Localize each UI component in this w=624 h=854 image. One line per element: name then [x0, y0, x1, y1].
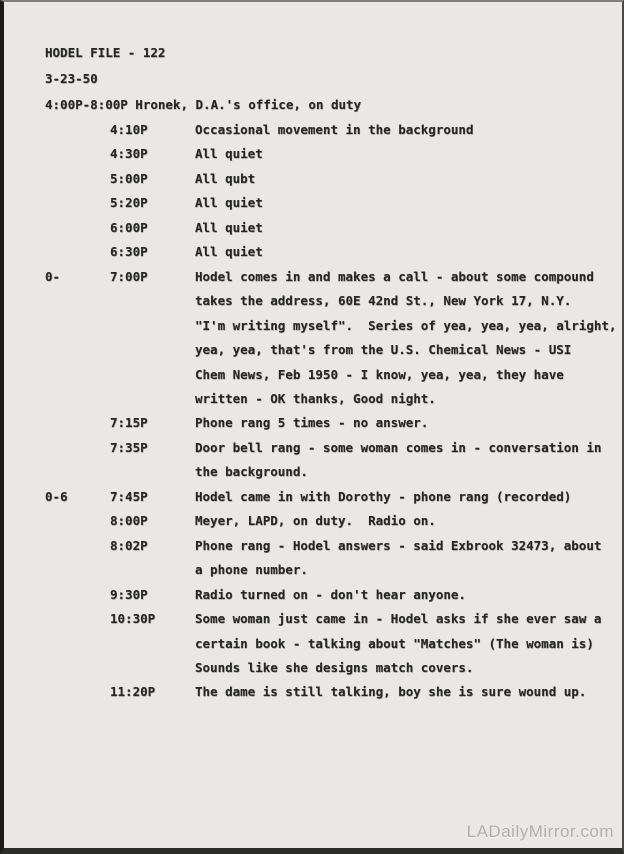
- entry-description: [195, 509, 612, 533]
- file-title: HODEL FILE - 122: [45, 45, 166, 60]
- entry-line: All quiet: [195, 244, 263, 260]
- entry-time: 7:45P: [110, 488, 148, 504]
- log-entry: [45, 534, 612, 583]
- entry-time: 6:00P: [110, 219, 148, 235]
- duty-line: 4:00P-8:00P Hronek, D.A.'s office, on duty: [45, 97, 362, 112]
- log-entry: [45, 142, 612, 166]
- entry-line: Radio turned on - don't hear anyone.: [195, 586, 466, 602]
- entry-line: Sounds like she designs match covers.: [195, 659, 474, 675]
- entry-time: 11:20P: [110, 684, 156, 700]
- entry-line: yea, yea, that's from the U.S. Chemical News - USI: [195, 342, 572, 358]
- log-entry: [45, 436, 612, 485]
- entry-line: Occasional movement in the background: [195, 122, 474, 137]
- entry-description: [195, 118, 612, 142]
- entry-time: 9:30P: [110, 586, 148, 602]
- entry-description: [195, 583, 612, 607]
- log-entry: [45, 240, 612, 264]
- entry-description: [195, 436, 612, 485]
- log-entry: [45, 265, 617, 412]
- surveillance-log-entries: [45, 118, 617, 705]
- entry-time: 7:00P: [110, 268, 148, 284]
- log-entry: [45, 191, 612, 215]
- entry-time: 4:30P: [110, 146, 148, 162]
- log-entry: [45, 680, 612, 704]
- file-date: 3-23-50: [45, 71, 98, 86]
- entry-line: All quiet: [195, 146, 263, 162]
- entry-line: Phone rang - Hodel answers - said Exbrook 32473, about: [195, 537, 602, 553]
- entry-time: 8:02P: [110, 537, 148, 553]
- entry-line: All quiet: [195, 195, 263, 211]
- entry-description: [195, 485, 612, 509]
- entry-marker: 0-: [45, 268, 61, 284]
- entry-line: Chem News, Feb 1950 - I know, yea, yea, they have: [195, 366, 564, 382]
- entry-line: Some woman just came in - Hodel asks if she ever saw a: [195, 611, 602, 627]
- entry-time: 5:20P: [110, 195, 148, 211]
- entry-description: [195, 607, 612, 680]
- entry-line: Phone rang 5 times - no answer.: [195, 415, 429, 431]
- entry-description: [195, 240, 612, 264]
- log-entry: [45, 509, 612, 533]
- watermark: LADailyMirror.com: [466, 822, 614, 841]
- entry-line: Hodel comes in and makes a call - about some compound: [195, 268, 594, 284]
- entry-line: The dame is still talking, boy she is sure wound up.: [195, 684, 587, 700]
- log-entry: [45, 607, 612, 680]
- entry-line: Hodel came in with Dorothy - phone rang (recorded): [195, 488, 572, 504]
- entry-description: [195, 167, 612, 191]
- entry-line: Door bell rang - some woman comes in - conversation in: [195, 439, 602, 455]
- log-entry: [45, 485, 612, 509]
- entry-description: [195, 216, 612, 240]
- entry-description: [195, 142, 612, 166]
- log-entry: [45, 167, 612, 191]
- entry-time: 5:00P: [110, 170, 148, 186]
- entry-time: 4:10P: [110, 122, 148, 137]
- log-entry: [45, 411, 612, 435]
- entry-line: written - OK thanks, Good night.: [195, 390, 436, 406]
- entry-line: a phone number.: [195, 562, 308, 578]
- entry-time: 10:30P: [110, 611, 156, 627]
- entry-description: [195, 191, 612, 215]
- log-entry: [45, 118, 612, 142]
- entry-description: [195, 534, 612, 583]
- entry-line: certain book - talking about "Matches" (The woman is): [195, 635, 594, 651]
- entry-marker: 0-6: [45, 488, 68, 504]
- entry-line: the background.: [195, 464, 308, 480]
- typewritten-content: [45, 40, 617, 705]
- entry-time: 7:35P: [110, 439, 148, 455]
- entry-line: All qubt: [195, 170, 256, 186]
- entry-description: [195, 411, 612, 435]
- entry-line: All quiet: [195, 219, 263, 235]
- entry-time: 8:00P: [110, 513, 148, 529]
- log-entry: [45, 583, 612, 607]
- log-entry: [45, 216, 612, 240]
- entry-description: [195, 265, 617, 412]
- entry-line: takes the address, 60E 42nd St., New York 17, N.Y.: [195, 293, 572, 309]
- entry-time: 6:30P: [110, 244, 148, 260]
- entry-time: 7:15P: [110, 415, 148, 431]
- entry-description: [195, 680, 612, 704]
- entry-line: Meyer, LAPD, on duty. Radio on.: [195, 513, 436, 529]
- entry-line: "I'm writing myself". Series of yea, yea, yea, alright,: [195, 317, 617, 333]
